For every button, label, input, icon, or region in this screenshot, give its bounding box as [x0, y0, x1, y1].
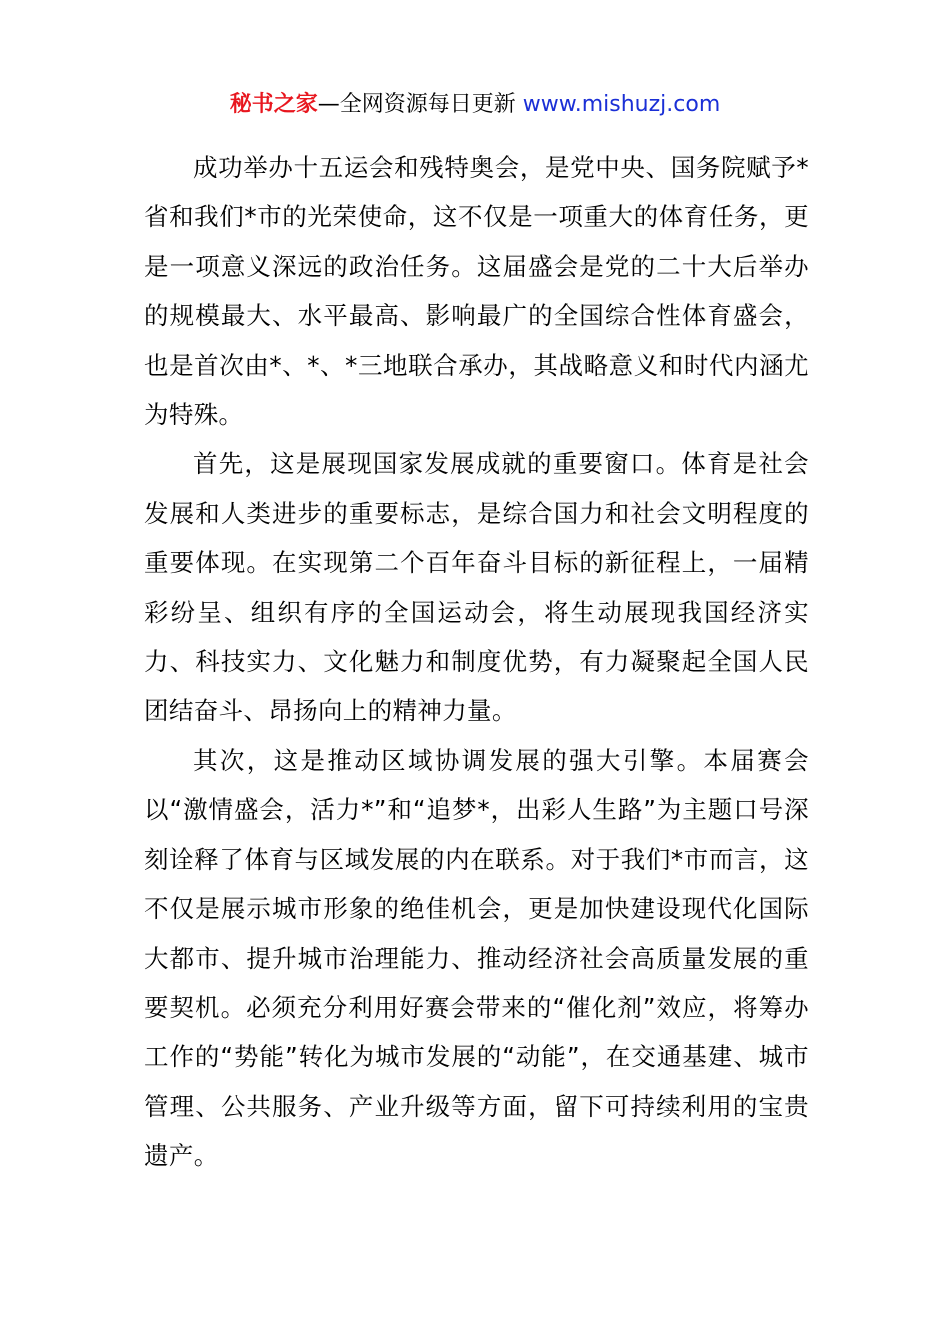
site-url-link[interactable]: www.mishuzj.com: [522, 92, 721, 117]
site-watermark-header: [0, 88, 950, 122]
paragraph-second-point: 其次，这是推动区域协调发展的强大引擎。本届赛会以“激情盛会，活力*”和“追梦*，出彩人生路”为主题口号深刻诠释了体育与区域发展的内在联系。对于我们*市而言，这不仅是展示城市形象的绝佳机会，更是加快建设现代化国际大都市、提升城市治理能力、推动经济社会高质量发展的重要契机。必须充分利用好赛会带来的“催化剂”效应，将筹办工作的“势能”转化为城市发展的“动能”，在交通基建、城市管理、公共服务、产业升级等方面，留下可持续利用的宝贵遗产。: [144, 745, 809, 1171]
site-tagline: —全网资源每日更新: [317, 92, 523, 117]
paragraph-intro: 成功举办十五运会和残特奥会，是党中央、国务院赋予*省和我们*市的光荣使命，这不仅是一项重大的体育任务，更是一项意义深远的政治任务。这届盛会是党的二十大后举办的规模最大、水平最高、影响最广的全国综合性体育盛会，也是首次由*、*、*三地联合承办，其战略意义和时代内涵尤为特殊。: [144, 153, 809, 430]
site-brand-name: 秘书之家: [229, 92, 318, 117]
document-body: [144, 143, 809, 1181]
paragraph-first-point: 首先，这是展现国家发展成就的重要窗口。体育是社会发展和人类进步的重要标志，是综合国力和社会文明程度的重要体现。在实现第二个百年奋斗目标的新征程上，一届精彩纷呈、组织有序的全国运动会，将生动展现我国经济实力、科技实力、文化魅力和制度优势，有力凝聚起全国人民团结奋斗、昂扬向上的精神力量。: [144, 449, 809, 726]
